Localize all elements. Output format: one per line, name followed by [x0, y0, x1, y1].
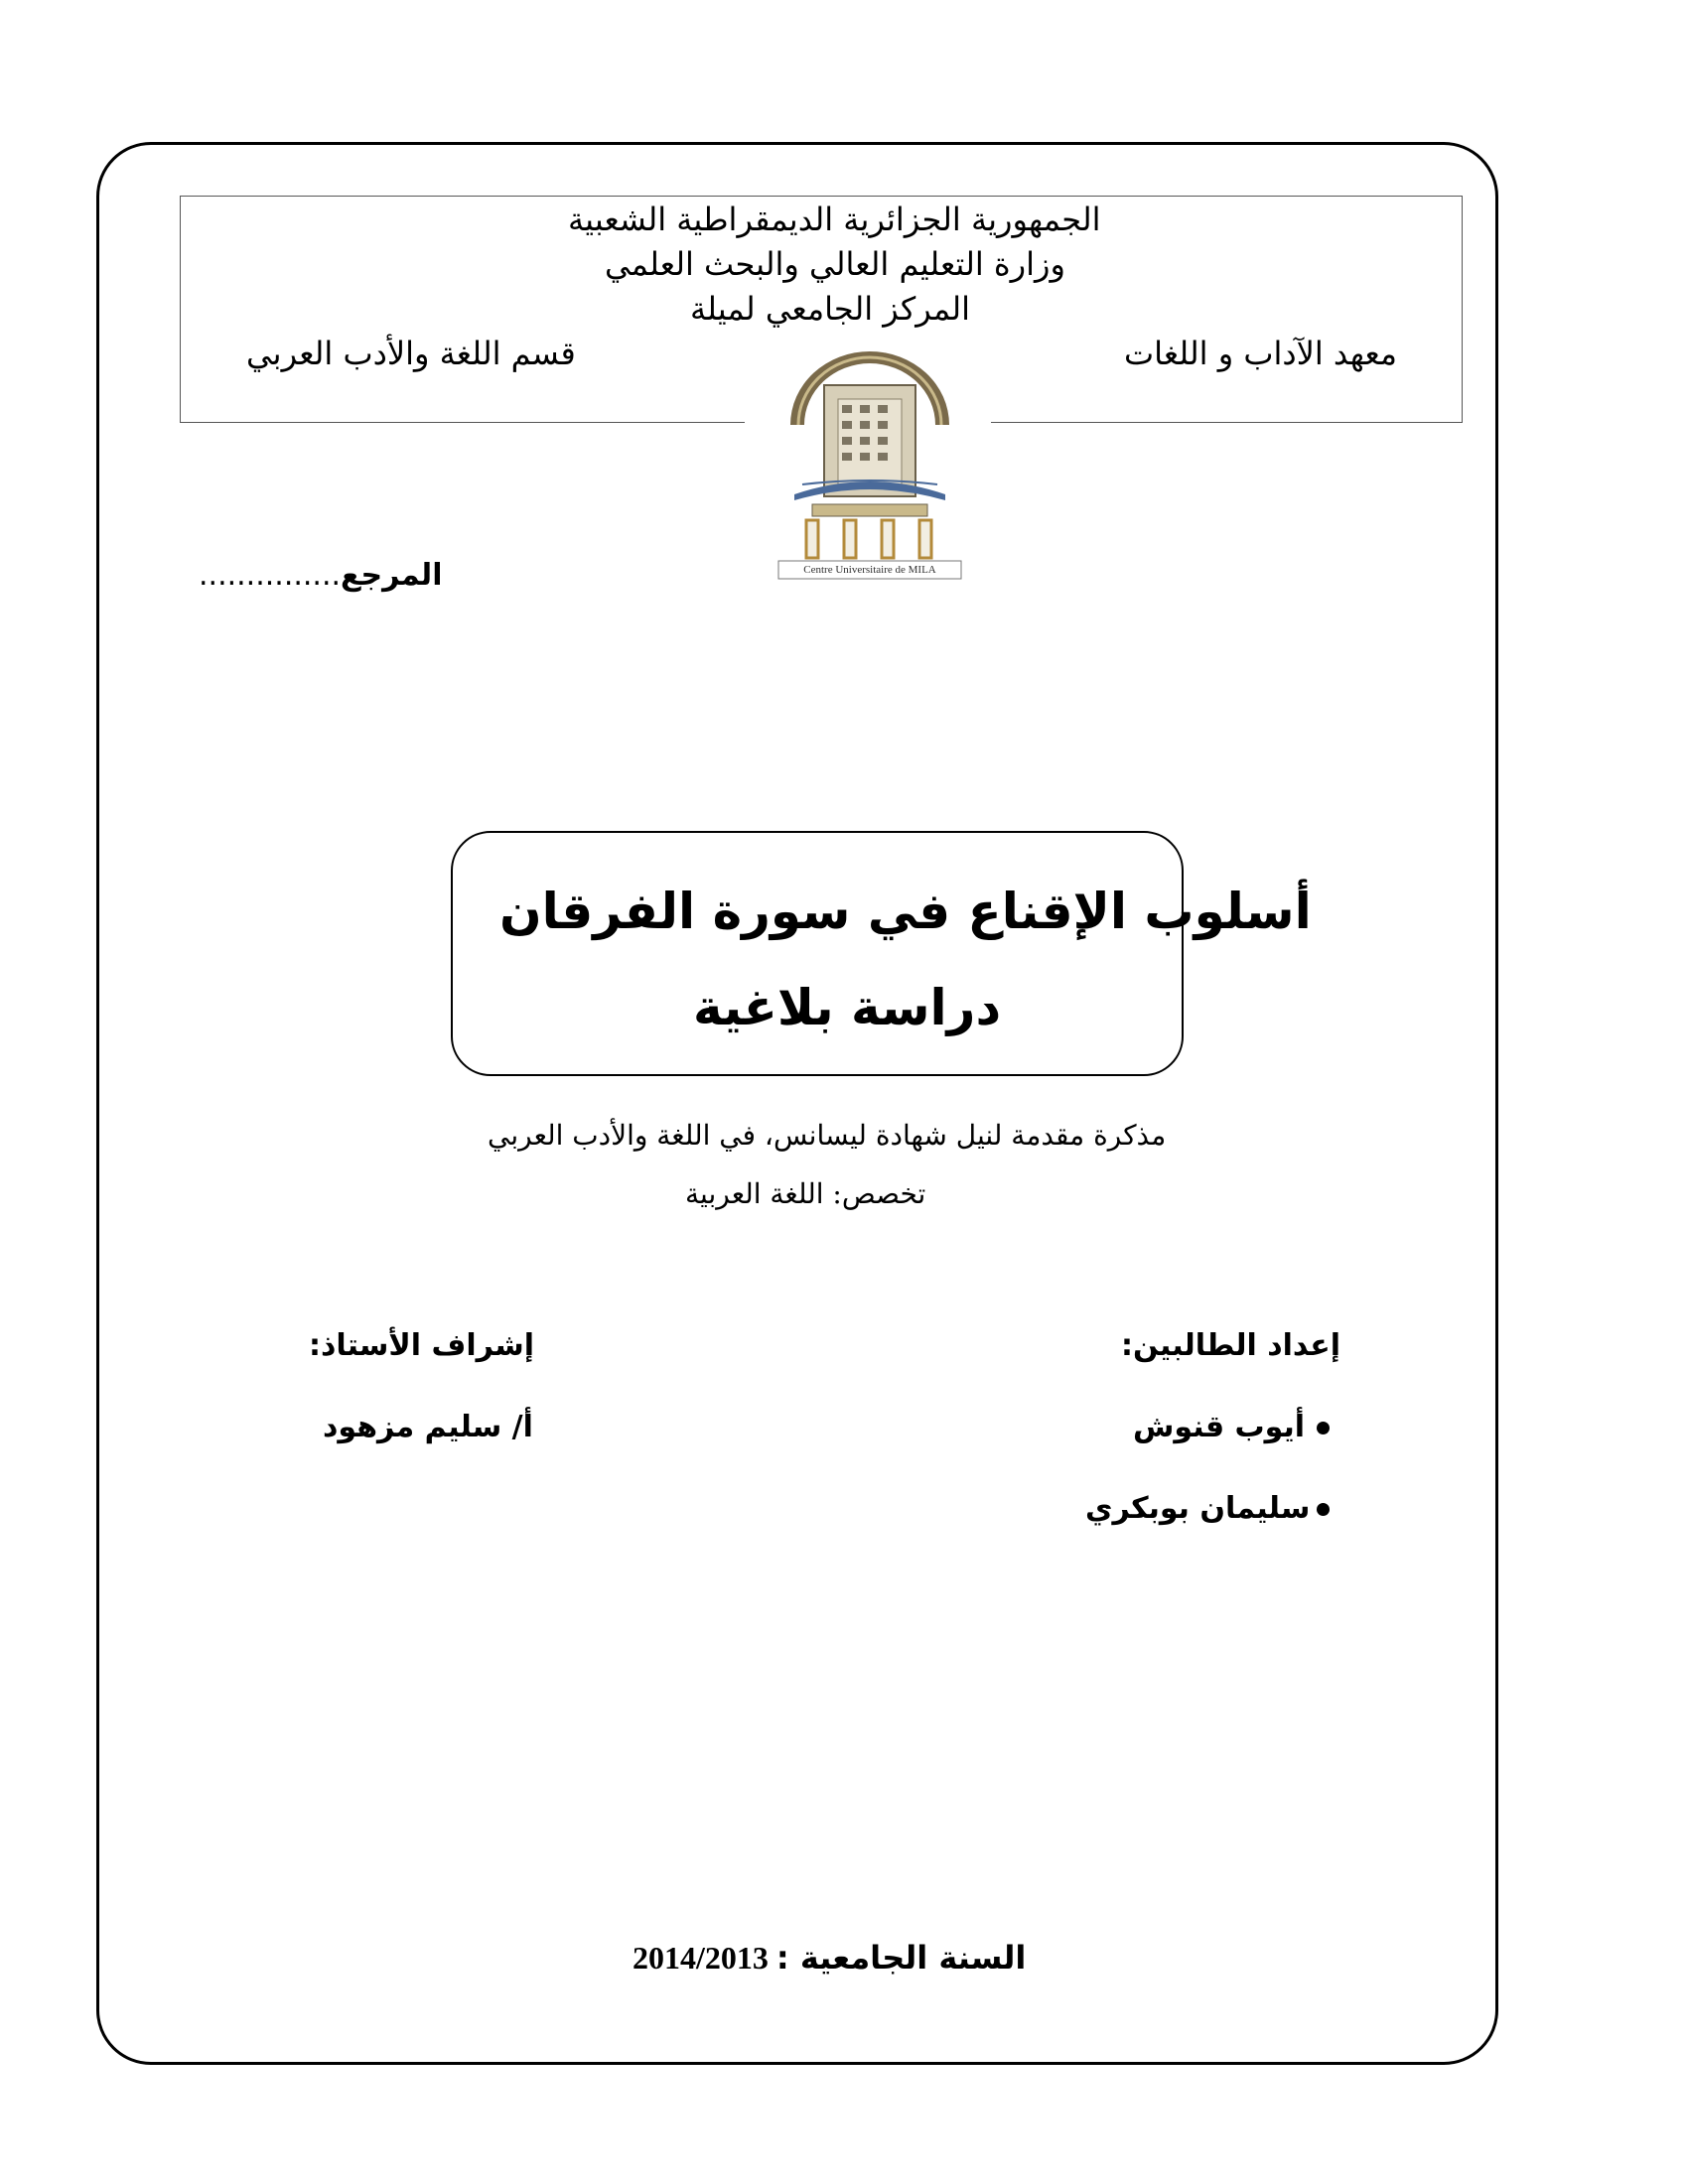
thesis-specialty: تخصص: اللغة العربية: [685, 1177, 926, 1210]
academic-year-value: 2014/2013: [633, 1940, 769, 1976]
department-label: قسم اللغة والأدب العربي: [246, 335, 576, 372]
ministry-title: وزارة التعليم العالي والبحث العلمي: [605, 245, 1065, 283]
reference-label: المرجع: [341, 558, 443, 593]
center-title: المركز الجامعي لميلة: [690, 290, 970, 328]
reference-field: [199, 558, 442, 594]
thesis-description: مذكرة مقدمة لنيل شهادة ليسانس، في اللغة والأدب العربي: [488, 1119, 1167, 1152]
student-name: أيوب قنوش: [1133, 1410, 1306, 1444]
thesis-title-line1: أسلوب الإقناع في سورة الفرقان: [499, 883, 1312, 940]
university-logo-icon: [773, 338, 967, 580]
supervisor-name: أ/ سليم مزهود: [323, 1410, 533, 1444]
supervisor-heading: إشراف الأستاذ:: [309, 1328, 535, 1363]
title-box: [451, 831, 1184, 1076]
reference-dots: ...............: [199, 558, 342, 593]
academic-year-label: السنة الجامعية :: [775, 1939, 1027, 1977]
republic-title: الجمهورية الجزائرية الديمقراطية الشعبية: [568, 201, 1101, 238]
students-heading: إعداد الطالبين:: [1121, 1328, 1341, 1363]
logo-caption: Centre Universitaire de MILA: [803, 564, 936, 576]
bullet-icon: [1317, 1422, 1330, 1434]
academic-year: [633, 1939, 1026, 1977]
student-name: سليمان بوبكري: [1085, 1491, 1311, 1526]
bullet-icon: [1317, 1503, 1330, 1516]
thesis-title-line2: دراسة بلاغية: [693, 979, 1002, 1036]
institute-label: معهد الآداب و اللغات: [1124, 335, 1398, 372]
